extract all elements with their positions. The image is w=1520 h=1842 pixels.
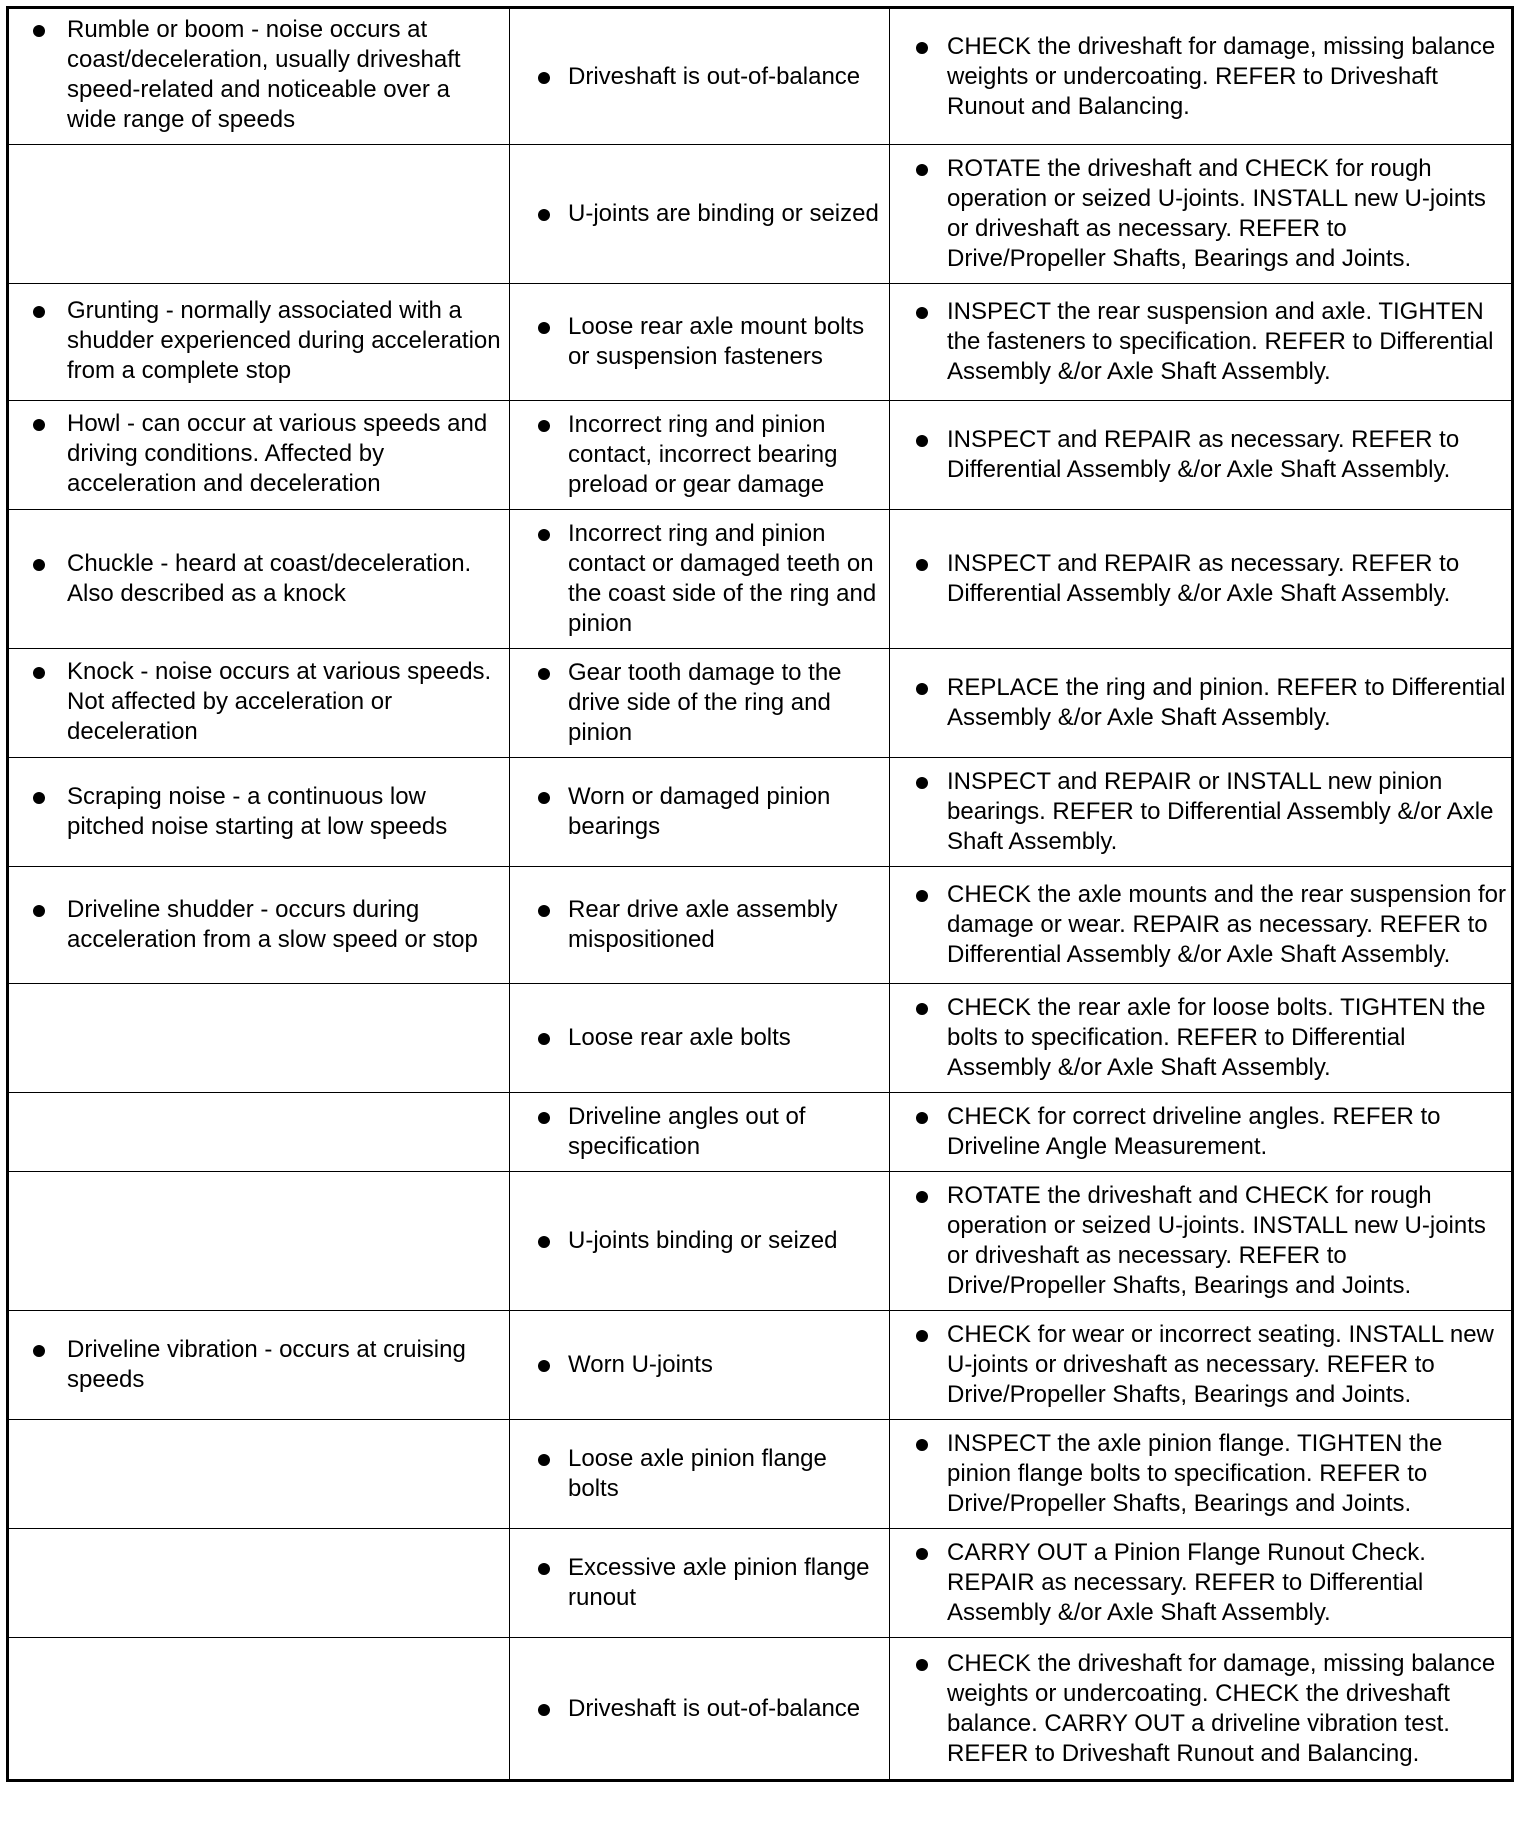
- bullet-icon: [33, 559, 45, 571]
- action-cell: [890, 510, 1513, 649]
- action-text: INSPECT and REPAIR or INSTALL new pinion bearings. REFER to Differential Assembly &/or Axle Shaft Assembly.: [947, 768, 1494, 855]
- cause-text: Rear drive axle assembly mispositioned: [568, 896, 838, 953]
- action-cell-content: [890, 871, 1511, 979]
- bullet-icon: [33, 1345, 45, 1357]
- action-cell-content: [890, 758, 1511, 866]
- table-row: [8, 8, 1513, 145]
- diagnosis-table-body: [8, 8, 1513, 1781]
- cause-text: Worn or damaged pinion bearings: [568, 783, 831, 840]
- symptom-cell: [8, 984, 510, 1093]
- table-row: [8, 1093, 1513, 1172]
- cause-cell: [510, 1311, 890, 1420]
- action-text: INSPECT the axle pinion flange. TIGHTEN the pinion flange bolts to specification. REFER to Drive/Propeller Shafts, Bearings and Joints.: [947, 1430, 1443, 1517]
- table-row: [8, 867, 1513, 984]
- cause-cell-content: [510, 1685, 889, 1733]
- cause-cell: [510, 1172, 890, 1311]
- action-cell: [890, 145, 1513, 284]
- table-row: [8, 1638, 1513, 1781]
- bullet-icon: [33, 25, 45, 37]
- action-cell: [890, 1093, 1513, 1172]
- symptom-text: Grunting - normally associated with a shudder experienced during acceleration from a complete stop: [67, 296, 501, 384]
- cause-text: Incorrect ring and pinion contact, incorrect bearing preload or gear damage: [568, 411, 838, 498]
- symptom-cell: [8, 1420, 510, 1529]
- table-row: [8, 1311, 1513, 1420]
- cause-text: Loose rear axle bolts: [568, 1024, 791, 1051]
- bullet-icon: [916, 1548, 928, 1560]
- symptom-cell-content: [9, 886, 509, 964]
- bullet-icon: [538, 668, 550, 680]
- symptom-cell-content: [9, 403, 509, 508]
- symptom-cell: [8, 1638, 510, 1781]
- action-text: CHECK the axle mounts and the rear suspension for damage or wear. REPAIR as necessary. REFER to Differential Assembly &/or Axle Shaft Assembly.: [947, 881, 1506, 968]
- action-cell: [890, 1311, 1513, 1420]
- symptom-text: Howl - can occur at various speeds and driving conditions. Affected by acceleration and deceleration: [67, 409, 488, 497]
- action-text: CHECK for correct driveline angles. REFER to Driveline Angle Measurement.: [947, 1103, 1441, 1160]
- cause-cell: [510, 510, 890, 649]
- cause-cell-content: [510, 773, 889, 851]
- action-cell-content: [890, 1093, 1511, 1171]
- symptom-cell: [8, 649, 510, 758]
- bullet-icon: [916, 559, 928, 571]
- symptom-cell: [8, 284, 510, 401]
- cause-cell: [510, 8, 890, 145]
- bullet-icon: [33, 667, 45, 679]
- cause-cell-content: [510, 190, 889, 238]
- cause-cell: [510, 984, 890, 1093]
- action-cell: [890, 1529, 1513, 1638]
- action-text: CHECK for wear or incorrect seating. INSTALL new U-joints or driveshaft as necessary. REFER to Drive/Propeller Shafts, Bearings and Joints.: [947, 1321, 1494, 1408]
- action-text: CHECK the rear axle for loose bolts. TIGHTEN the bolts to specification. REFER to Differential Assembly &/or Axle Shaft Assembly.: [947, 994, 1486, 1081]
- cause-cell: [510, 1093, 890, 1172]
- cause-cell-content: [510, 510, 889, 648]
- cause-cell-content: [510, 1014, 889, 1062]
- cause-cell-content: [510, 1093, 889, 1171]
- cause-text: Incorrect ring and pinion contact or damaged teeth on the coast side of the ring and pinion: [568, 520, 877, 637]
- cause-cell-content: [510, 303, 889, 381]
- symptom-text: Knock - noise occurs at various speeds. Not affected by acceleration or deceleration: [67, 657, 492, 745]
- bullet-icon: [538, 1704, 550, 1716]
- diagnosis-table: [6, 6, 1514, 1782]
- symptom-cell: [8, 1172, 510, 1311]
- cause-cell-content: [510, 649, 889, 757]
- action-cell: [890, 649, 1513, 758]
- cause-text: Gear tooth damage to the drive side of the ring and pinion: [568, 659, 842, 746]
- bullet-icon: [916, 1330, 928, 1342]
- cause-cell-content: [510, 1435, 889, 1513]
- cause-cell-content: [510, 401, 889, 509]
- cause-cell: [510, 1420, 890, 1529]
- action-cell: [890, 984, 1513, 1093]
- bullet-icon: [916, 435, 928, 447]
- action-cell: [890, 8, 1513, 145]
- table-row: [8, 284, 1513, 401]
- symptom-text: Driveline vibration - occurs at cruising speeds: [67, 1336, 466, 1393]
- action-cell-content: [890, 1172, 1511, 1310]
- table-row: [8, 1172, 1513, 1311]
- table-row: [8, 401, 1513, 510]
- table-row: [8, 758, 1513, 867]
- symptom-cell: [8, 1529, 510, 1638]
- cause-text: Driveline angles out of specification: [568, 1103, 806, 1160]
- action-text: CARRY OUT a Pinion Flange Runout Check. REPAIR as necessary. REFER to Differential Assembly &/or Axle Shaft Assembly.: [947, 1539, 1426, 1626]
- bullet-icon: [916, 890, 928, 902]
- bullet-icon: [538, 209, 550, 221]
- action-text: CHECK the driveshaft for damage, missing balance weights or undercoating. REFER to Driveshaft Runout and Balancing.: [947, 32, 1496, 120]
- table-row: [8, 984, 1513, 1093]
- cause-cell: [510, 649, 890, 758]
- action-text: INSPECT and REPAIR as necessary. REFER to Differential Assembly &/or Axle Shaft Assembly.: [947, 426, 1460, 483]
- table-row: [8, 1420, 1513, 1529]
- bullet-icon: [538, 905, 550, 917]
- table-row: [8, 510, 1513, 649]
- symptom-cell-content: [9, 290, 509, 395]
- bullet-icon: [916, 1003, 928, 1015]
- bullet-icon: [538, 792, 550, 804]
- symptom-cell: [8, 758, 510, 867]
- action-text: ROTATE the driveshaft and CHECK for rough operation or seized U-joints. INSTALL new U-joints or driveshaft as necessary. REFER to Drive/Propeller Shafts, Bearings and Joints.: [947, 155, 1486, 272]
- action-text: REPLACE the ring and pinion. REFER to Differential Assembly &/or Axle Shaft Assembly.: [947, 674, 1506, 731]
- bullet-icon: [538, 322, 550, 334]
- cause-cell-content: [510, 886, 889, 964]
- action-cell: [890, 401, 1513, 510]
- cause-cell: [510, 1529, 890, 1638]
- bullet-icon: [916, 683, 928, 695]
- bullet-icon: [916, 164, 928, 176]
- action-cell-content: [890, 664, 1511, 742]
- cause-cell-content: [510, 1544, 889, 1622]
- bullet-icon: [538, 1112, 550, 1124]
- action-cell: [890, 867, 1513, 984]
- symptom-cell: [8, 145, 510, 284]
- bullet-icon: [33, 419, 45, 431]
- symptom-cell-content: [9, 651, 509, 756]
- cause-text: Driveshaft is out-of-balance: [568, 62, 861, 90]
- symptom-cell: [8, 510, 510, 649]
- bullet-icon: [538, 420, 550, 432]
- bullet-icon: [916, 1659, 928, 1671]
- table-row: [8, 649, 1513, 758]
- cause-cell: [510, 1638, 890, 1781]
- bullet-icon: [916, 42, 928, 54]
- cause-text: Worn U-joints: [568, 1351, 713, 1378]
- action-text: INSPECT the rear suspension and axle. TIGHTEN the fasteners to specification. REFER to Differential Assembly &/or Axle Shaft Assembly.: [947, 298, 1494, 385]
- bullet-icon: [538, 72, 550, 84]
- table-row: [8, 145, 1513, 284]
- bullet-icon: [538, 1033, 550, 1045]
- symptom-cell: [8, 8, 510, 145]
- cause-cell: [510, 758, 890, 867]
- symptom-text: Chuckle - heard at coast/deceleration. Also described as a knock: [67, 550, 472, 607]
- bullet-icon: [33, 306, 45, 318]
- action-cell-content: [890, 416, 1511, 494]
- symptom-text: Scraping noise - a continuous low pitched noise starting at low speeds: [67, 783, 448, 840]
- cause-cell: [510, 145, 890, 284]
- symptom-cell-content: [9, 773, 509, 851]
- bullet-icon: [916, 1112, 928, 1124]
- cause-text: Driveshaft is out-of-balance: [568, 1694, 861, 1722]
- bullet-icon: [538, 1360, 550, 1372]
- action-cell-content: [890, 1529, 1511, 1637]
- symptom-text: Rumble or boom - noise occurs at coast/deceleration, usually driveshaft speed-related and noticeable over a wide range of speeds: [67, 16, 461, 133]
- action-cell: [890, 1172, 1513, 1311]
- symptom-cell: [8, 867, 510, 984]
- action-cell-content: [890, 1311, 1511, 1419]
- symptom-text: Driveline shudder - occurs during acceleration from a slow speed or stop: [67, 896, 478, 953]
- action-cell-content: [890, 288, 1511, 396]
- symptom-cell: [8, 1093, 510, 1172]
- action-cell-content: [890, 23, 1511, 131]
- cause-cell-content: [510, 1341, 889, 1389]
- bullet-icon: [538, 1454, 550, 1466]
- bullet-icon: [916, 1191, 928, 1203]
- cause-text: U-joints are binding or seized: [568, 200, 879, 227]
- action-cell: [890, 1638, 1513, 1781]
- symptom-cell-content: [9, 540, 509, 618]
- action-text: INSPECT and REPAIR as necessary. REFER to Differential Assembly &/or Axle Shaft Assembly.: [947, 550, 1460, 607]
- action-cell: [890, 758, 1513, 867]
- symptom-cell-content: [9, 1326, 509, 1404]
- symptom-cell-content: [9, 9, 509, 144]
- table-row: [8, 1529, 1513, 1638]
- action-cell-content: [890, 540, 1511, 618]
- action-cell-content: [890, 145, 1511, 283]
- cause-cell: [510, 401, 890, 510]
- action-cell-content: [890, 984, 1511, 1092]
- cause-text: Loose axle pinion flange bolts: [568, 1445, 827, 1502]
- cause-cell-content: [510, 1217, 889, 1265]
- bullet-icon: [916, 1439, 928, 1451]
- action-cell-content: [890, 1640, 1511, 1778]
- bullet-icon: [33, 905, 45, 917]
- bullet-icon: [538, 529, 550, 541]
- action-text: ROTATE the driveshaft and CHECK for rough operation or seized U-joints. INSTALL new U-joints or driveshaft as necessary. REFER to Drive/Propeller Shafts, Bearings and Joints.: [947, 1182, 1486, 1299]
- cause-text: Excessive axle pinion flange runout: [568, 1554, 870, 1611]
- bullet-icon: [33, 792, 45, 804]
- cause-cell: [510, 867, 890, 984]
- action-cell: [890, 1420, 1513, 1529]
- cause-cell: [510, 284, 890, 401]
- symptom-cell: [8, 401, 510, 510]
- bullet-icon: [916, 307, 928, 319]
- cause-text: Loose rear axle mount bolts or suspension fasteners: [568, 313, 865, 370]
- cause-cell-content: [510, 53, 889, 101]
- bullet-icon: [538, 1236, 550, 1248]
- action-text: CHECK the driveshaft for damage, missing balance weights or undercoating. CHECK the driveshaft balance. CARRY OUT a driveline vibration test. REFER to Driveshaft Runout and Balancing.: [947, 1649, 1496, 1767]
- bullet-icon: [916, 777, 928, 789]
- cause-text: U-joints binding or seized: [568, 1227, 838, 1254]
- action-cell-content: [890, 1420, 1511, 1528]
- symptom-cell: [8, 1311, 510, 1420]
- action-cell: [890, 284, 1513, 401]
- bullet-icon: [538, 1563, 550, 1575]
